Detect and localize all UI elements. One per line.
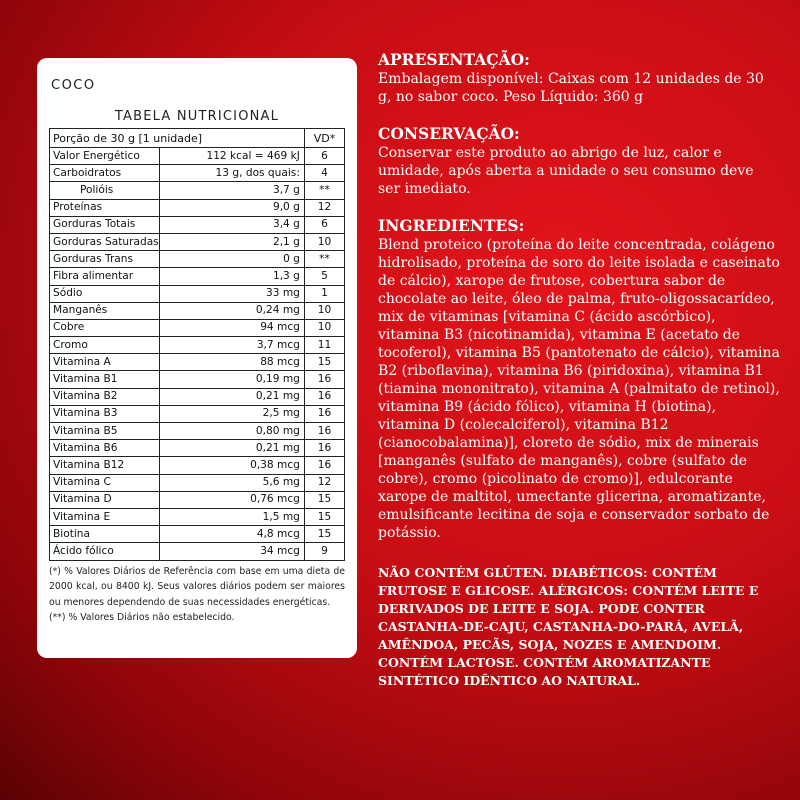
nutrient-name: Proteínas: [50, 199, 160, 216]
nutrient-amount: 0,21 mg: [159, 388, 304, 405]
table-row: [50, 543, 345, 560]
nutrient-amount: 0,80 mg: [159, 423, 304, 440]
nutrient-vd: 5: [304, 268, 344, 285]
nutrient-vd: 16: [304, 440, 344, 457]
nutrient-name: Vitamina B12: [50, 457, 160, 474]
nutrient-amount: 3,7 mcg: [159, 337, 304, 354]
nutrient-amount: 3,4 g: [159, 216, 304, 233]
footnote-not-established: (**) % Valores Diários não estabelecido.: [49, 612, 235, 623]
ingredientes-text: Blend proteico (proteína do leite concentrada, colágeno hidrolisado, proteína de soro do leite isolada e caseinato de cálcio), xarope de frutose, cobertura sabor de chocolate ao leite, óleo de palma, fruto-oligossacarídeo, mix de vitaminas [vitamina C (ácido ascórbico), vitamina B3 (nicotinamida), vitamina E (acetato de tocoferol), vitamina B5 (pantotenato de cálcio), vitamina B2 (riboflavina), vitamina B6 (piridoxina), vitamina B1 (tiamina mononitrato), vitamina A (palmitato de retinol), vitamina B9 (ácido fólico), vitamina H (biotina), vitamina D (colecalciferol), vitamina B12 (cianocobalamina)], cloreto de sódio, mix de minerais [manganês (sulfato de manganês), cobre (sulfato de cobre), cromo (picolinato de cromo)], edulcorante xarope de maltitol, umectante glicerina, aromatizante, emulsificante lecitina de soja e conservador sorbato de potássio.: [378, 237, 780, 541]
nutrient-amount: 2,5 mg: [159, 405, 304, 422]
nutrition-card: [37, 58, 357, 658]
nutrient-name: Vitamina B1: [50, 371, 160, 388]
portion-header: Porção de 30 g [1 unidade]: [50, 129, 305, 148]
nutrient-name: Biotina: [50, 526, 160, 543]
nutrient-amount: 9,0 g: [159, 199, 304, 216]
nutrient-vd: 12: [304, 474, 344, 491]
section-apresentacao: [378, 50, 780, 106]
nutrient-name: Sódio: [50, 285, 160, 302]
nutrient-name: Polióis: [50, 182, 160, 199]
table-row: [50, 337, 345, 354]
nutrient-amount: 1,5 mg: [159, 508, 304, 525]
conservacao-title: CONSERVAÇÃO:: [378, 124, 520, 143]
table-row: [50, 474, 345, 491]
nutrient-vd: 16: [304, 388, 344, 405]
nutrient-vd: 15: [304, 491, 344, 508]
table-row: [50, 388, 345, 405]
nutrient-name: Manganês: [50, 302, 160, 319]
nutrient-vd: 15: [304, 354, 344, 371]
table-row: [50, 285, 345, 302]
product-info: [378, 50, 780, 690]
nutrient-vd: 15: [304, 526, 344, 543]
nutrient-vd: 6: [304, 148, 344, 165]
nutrient-name: Vitamina B6: [50, 440, 160, 457]
table-row: [50, 302, 345, 319]
nutrient-amount: 2,1 g: [159, 233, 304, 250]
nutrient-amount: 3,7 g: [159, 182, 304, 199]
table-row: [50, 233, 345, 250]
table-row: [50, 182, 345, 199]
allergen-warning: NÃO CONTÉM GLÚTEN. DIABÉTICOS: CONTÉM FRUTOSE E GLICOSE. ALÉRGICOS: CONTÉM LEITE E DERIVADOS DE LEITE E SOJA. PODE CONTER CASTANHA-DE-CAJU, CASTANHA-DO-PARÁ, AVELÃ, AMÊNDOA, PECÃS, SOJA, NOZES E AMENDOIM. CONTÉM LACTOSE. CONTÉM AROMATIZANTE SINTÉTICO IDÊNTICO AO NATURAL.: [378, 565, 759, 688]
table-row: [50, 251, 345, 268]
table-row: [50, 319, 345, 336]
table-row: [50, 268, 345, 285]
nutrient-vd: **: [304, 251, 344, 268]
nutrient-vd: 1: [304, 285, 344, 302]
table-row: [50, 491, 345, 508]
nutrient-vd: 4: [304, 165, 344, 182]
nutrient-name: Carboidratos: [50, 165, 160, 182]
nutrient-vd: 15: [304, 508, 344, 525]
nutrient-name: Ácido fólico: [50, 543, 160, 560]
nutrient-amount: 5,6 mg: [159, 474, 304, 491]
nutrient-amount: 13 g, dos quais:: [159, 165, 304, 182]
nutrient-name: Fibra alimentar: [50, 268, 160, 285]
vd-header: VD*: [304, 129, 344, 148]
nutrient-amount: 112 kcal = 469 kJ: [159, 148, 304, 165]
nutrient-amount: 88 mcg: [159, 354, 304, 371]
nutrient-name: Cromo: [50, 337, 160, 354]
apresentacao-text: Embalagem disponível: Caixas com 12 unidades de 30 g, no sabor coco. Peso Líquido: 360 g: [378, 71, 764, 105]
nutrient-name: Valor Energético: [50, 148, 160, 165]
table-row: [50, 165, 345, 182]
nutrient-vd: 6: [304, 216, 344, 233]
table-row: [50, 216, 345, 233]
nutrient-vd: 16: [304, 371, 344, 388]
nutrient-vd: 10: [304, 302, 344, 319]
nutrition-table-title: TABELA NUTRICIONAL: [114, 109, 280, 124]
nutrient-amount: 0,38 mcg: [159, 457, 304, 474]
nutrient-vd: **: [304, 182, 344, 199]
nutrient-name: Vitamina C: [50, 474, 160, 491]
nutrient-amount: 0,24 mg: [159, 302, 304, 319]
nutrient-amount: 94 mcg: [159, 319, 304, 336]
nutrient-name: Vitamina A: [50, 354, 160, 371]
nutrient-vd: 16: [304, 405, 344, 422]
nutrient-amount: 0 g: [159, 251, 304, 268]
nutrient-name: Gorduras Trans: [50, 251, 160, 268]
nutrient-vd: 10: [304, 319, 344, 336]
nutrient-amount: 0,76 mcg: [159, 491, 304, 508]
nutrient-amount: 0,19 mg: [159, 371, 304, 388]
nutrient-vd: 10: [304, 233, 344, 250]
nutrient-amount: 1,3 g: [159, 268, 304, 285]
conservacao-text: Conservar este produto ao abrigo de luz, calor e umidade, após aberta a unidade o seu consumo deve ser imediato.: [378, 145, 754, 197]
table-row: [50, 423, 345, 440]
nutrient-vd: 16: [304, 457, 344, 474]
nutrient-amount: 0,21 mg: [159, 440, 304, 457]
nutrition-footnotes: [49, 564, 345, 626]
nutrient-vd: 11: [304, 337, 344, 354]
table-row: [50, 457, 345, 474]
nutrient-name: Gorduras Totais: [50, 216, 160, 233]
table-row: [50, 526, 345, 543]
section-ingredientes: [378, 216, 780, 542]
nutrient-vd: 12: [304, 199, 344, 216]
table-row: [50, 440, 345, 457]
table-row: [50, 354, 345, 371]
nutrient-name: Vitamina E: [50, 508, 160, 525]
nutrient-name: Cobre: [50, 319, 160, 336]
nutrient-amount: 4,8 mcg: [159, 526, 304, 543]
apresentacao-title: APRESENTAÇÃO:: [378, 50, 530, 69]
footnote-daily-values: (*) % Valores Diários de Referência com base em uma dieta de 2000 kcal, ou 8400 kJ. Seus valores diários podem ser maiores ou menores dependendo de suas necessidades energéticas.: [49, 565, 345, 608]
section-conservacao: [378, 124, 780, 198]
table-row: [50, 405, 345, 422]
nutrition-table-header: [50, 129, 345, 148]
flavor-label: COCO: [51, 78, 96, 93]
ingredientes-title: INGREDIENTES:: [378, 216, 525, 235]
nutrient-name: Vitamina D: [50, 491, 160, 508]
nutrient-amount: 33 mg: [159, 285, 304, 302]
nutrient-vd: 16: [304, 423, 344, 440]
table-row: [50, 371, 345, 388]
nutrient-name: Vitamina B3: [50, 405, 160, 422]
nutrient-vd: 9: [304, 543, 344, 560]
nutrient-name: Vitamina B2: [50, 388, 160, 405]
nutrient-name: Vitamina B5: [50, 423, 160, 440]
nutrient-name: Gorduras Saturadas: [50, 233, 160, 250]
table-row: [50, 508, 345, 525]
table-row: [50, 148, 345, 165]
nutrition-table: [49, 128, 345, 561]
nutrient-amount: 34 mcg: [159, 543, 304, 560]
table-row: [50, 199, 345, 216]
